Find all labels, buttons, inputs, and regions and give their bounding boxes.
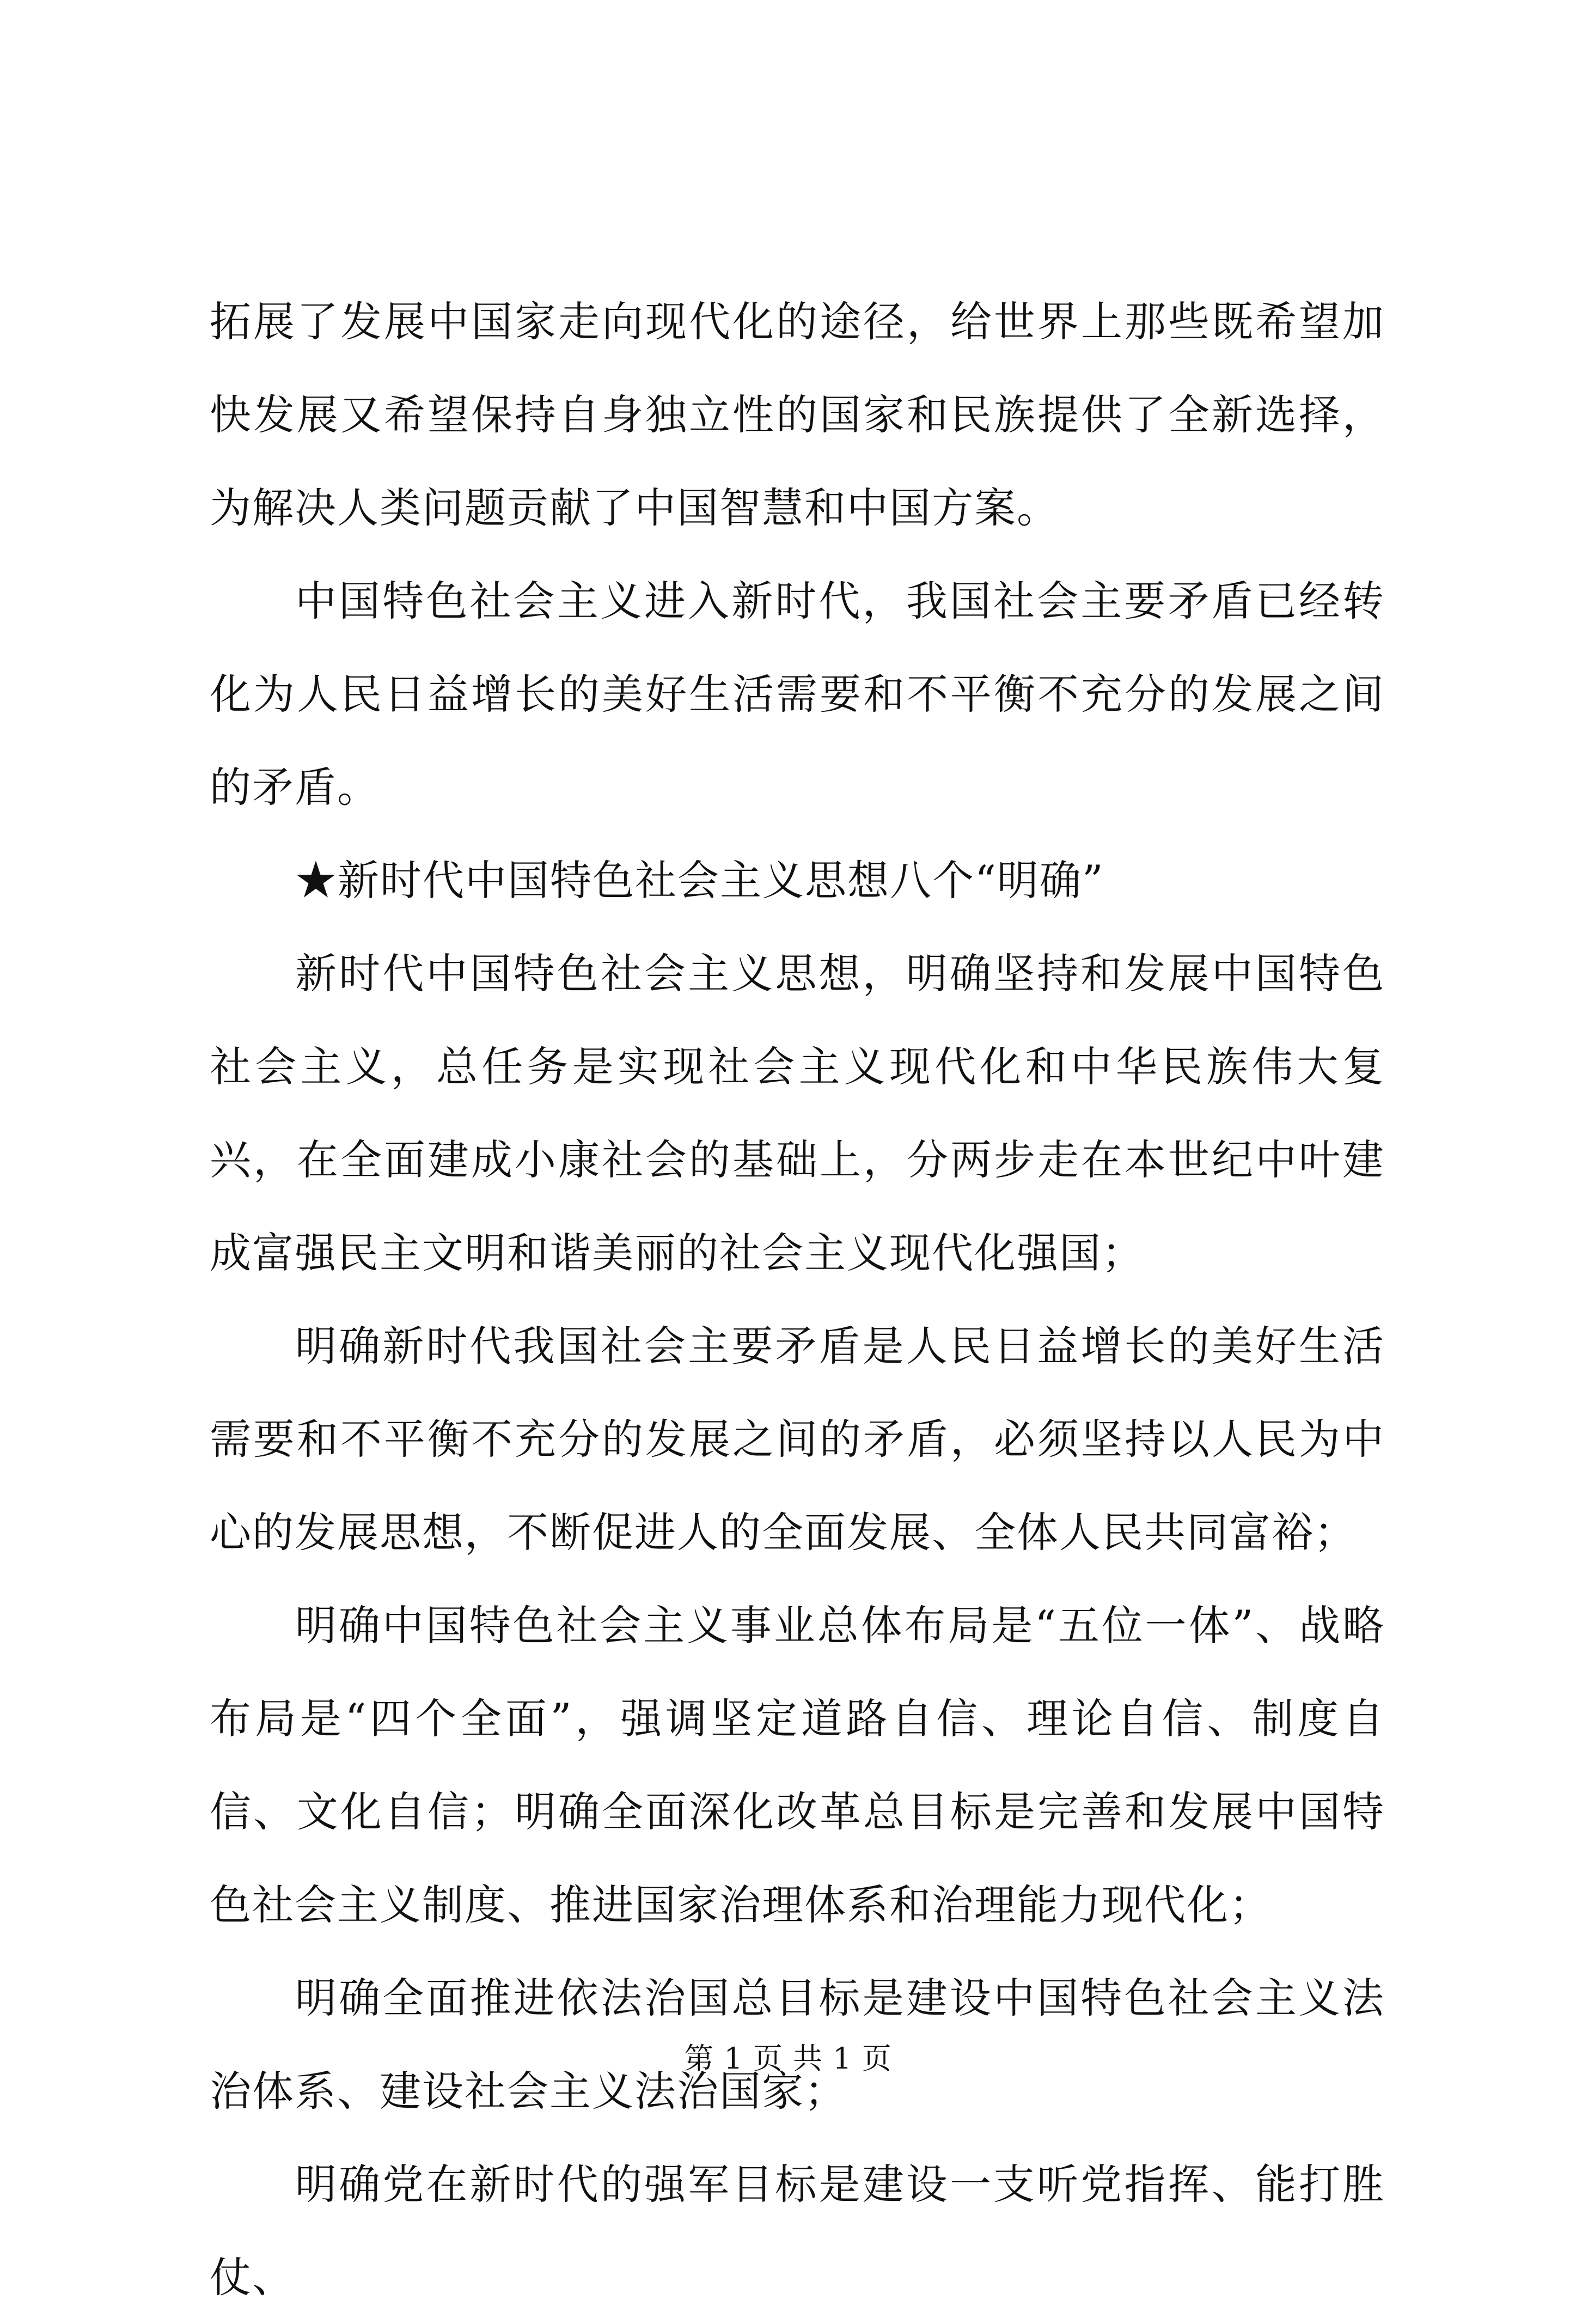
section-heading: ★新时代中国特色社会主义思想八个“明确” <box>295 856 1104 905</box>
page-footer: 第 1 页 共 1 页 <box>684 2041 892 2076</box>
paragraph-1: 拓展了发展中国家走向现代化的途径，给世界上那些既希望加快发展又希望保持自身独立性的国家和民族提供了全新选择，为解决人类问题贡献了中国智慧和中国方案。 <box>210 297 1385 532</box>
paragraph-7: 明确党在新时代的强军目标是建设一支听党指挥、能打胜仗、 <box>210 2160 1385 2302</box>
paragraph-2: 中国特色社会主义进入新时代，我国社会主要矛盾已经转化为人民日益增长的美好生活需要和不平衡不充分的发展之间的矛盾。 <box>210 577 1385 812</box>
paragraph-5: 明确中国特色社会主义事业总体布局是“五位一体”、战略布局是“四个全面”，强调坚定道路自信、理论自信、制度自信、文化自信；明确全面深化改革总目标是完善和发展中国特色社会主义制度、推进国家治理体系和治理能力现代化； <box>210 1601 1385 1929</box>
paragraph-3: 新时代中国特色社会主义思想，明确坚持和发展中国特色社会主义，总任务是实现社会主义现代化和中华民族伟大复兴，在全面建成小康社会的基础上，分两步走在本世纪中叶建成富强民主文明和谐美丽的社会主义现代化强国； <box>210 949 1385 1277</box>
paragraph-4: 明确新时代我国社会主要矛盾是人民日益增长的美好生活需要和不平衡不充分的发展之间的矛盾，必须坚持以人民为中心的发展思想，不断促进人的全面发展、全体人民共同富裕； <box>210 1322 1385 1557</box>
document-body <box>210 275 1385 2324</box>
paragraph-6: 明确全面推进依法治国总目标是建设中国特色社会主义法治体系、建设社会主义法治国家； <box>210 1974 1385 2115</box>
